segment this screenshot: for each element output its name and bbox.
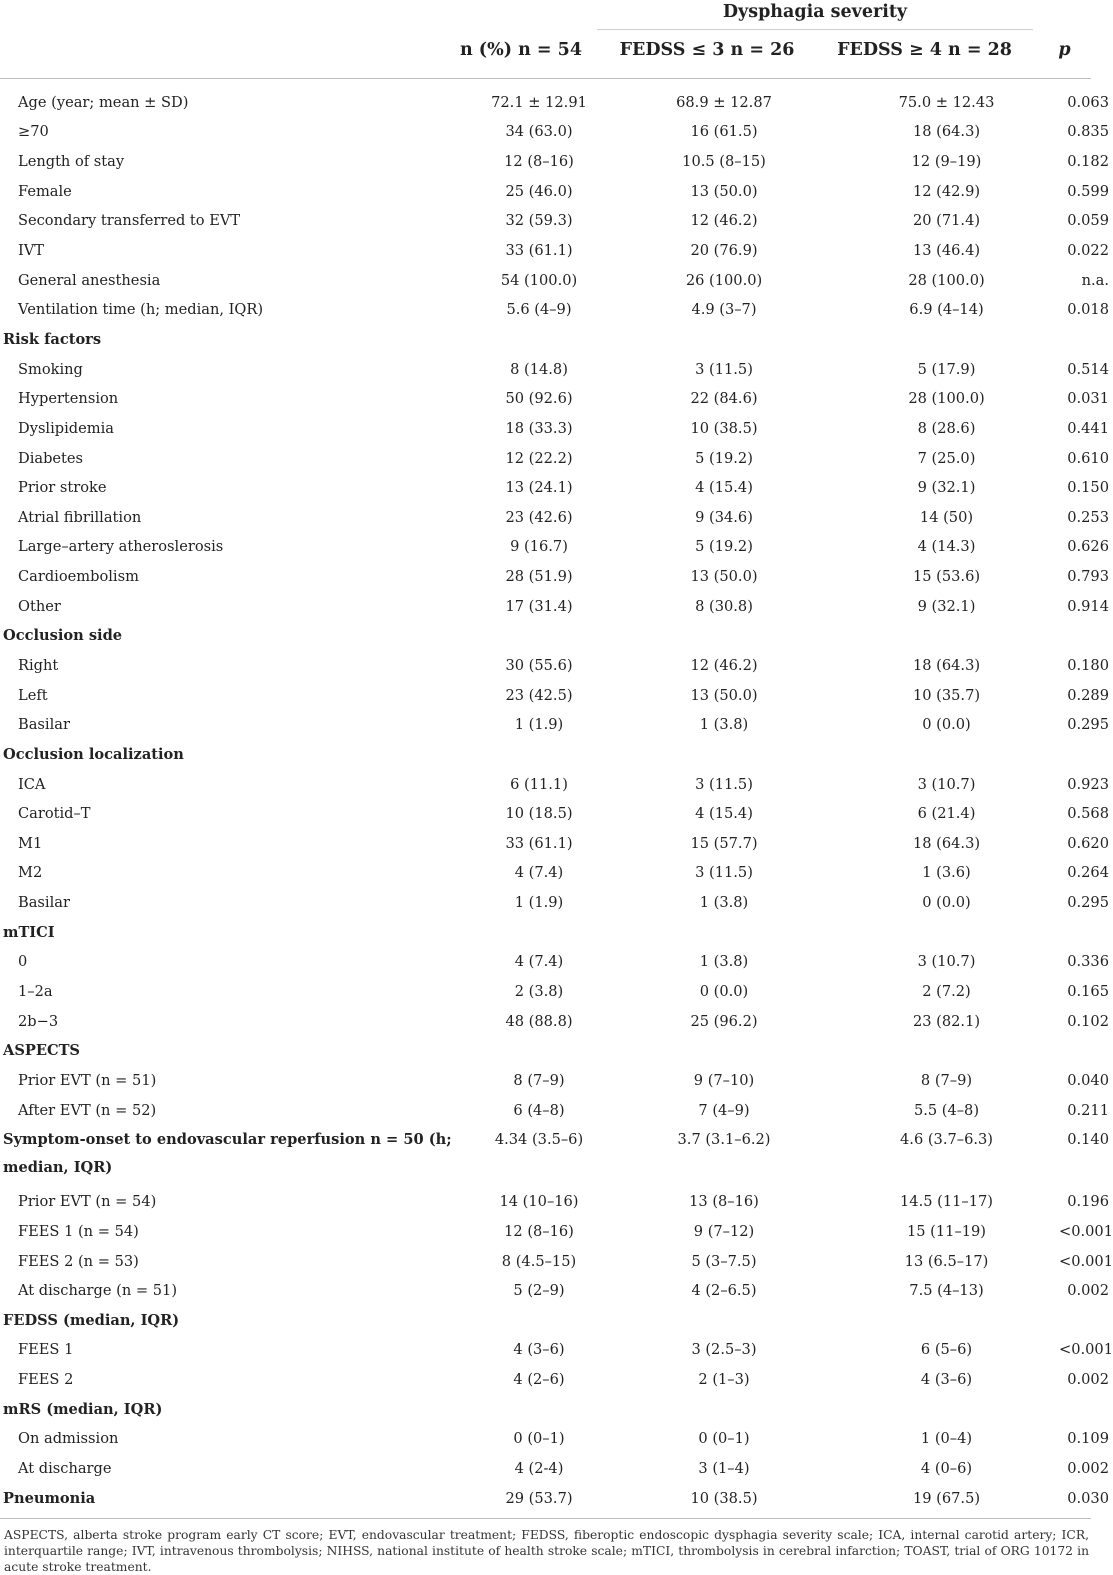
table-row (0, 444, 1113, 474)
value-fedss-le-3 (614, 1395, 834, 1425)
row-label: Carotid–T (18, 805, 91, 823)
value-fedss-ge-4: 3 (10.7) (917, 775, 976, 793)
value-total: 1 (1.9) (514, 716, 564, 734)
value-fedss-le-3: 13 (8–16) (689, 1193, 759, 1211)
value-total: 12 (8–16) (504, 1222, 574, 1240)
value-fedss-le-3: 0 (0–1) (698, 1430, 750, 1448)
value-fedss-ge-4: 0 (0.0) (922, 894, 971, 912)
value-fedss-ge-4: 9 (32.1) (917, 597, 976, 615)
value-fedss-le-3: 3.7 (3.1–6.2) (677, 1131, 771, 1149)
row-label: Dyslipidemia (18, 419, 114, 437)
column-group-underline (597, 29, 1033, 30)
row-label: Female (18, 182, 72, 200)
value-p: 0.336 (1067, 953, 1109, 971)
value-p: 0.102 (1067, 1012, 1109, 1030)
value-total: 0 (0–1) (513, 1430, 565, 1448)
value-p (1059, 918, 1113, 948)
value-total: 4.34 (3.5–6) (494, 1131, 584, 1149)
row-label: Basilar (18, 716, 70, 734)
section-header-row (0, 1395, 1113, 1425)
header-fedss-le-3: FEDSS ≤ 3 n = 26 (619, 40, 795, 60)
table-row (0, 88, 1113, 118)
value-total: 23 (42.5) (505, 686, 573, 704)
value-fedss-le-3: 13 (50.0) (690, 686, 758, 704)
value-fedss-ge-4: 4.6 (3.7–6.3) (900, 1131, 993, 1149)
value-fedss-ge-4: 13 (6.5–17) (904, 1252, 989, 1270)
value-total: 72.1 ± 12.91 (491, 93, 587, 111)
value-p: 0.610 (1067, 449, 1109, 467)
value-fedss-le-3 (614, 325, 834, 355)
value-total: 12 (22.2) (505, 449, 573, 467)
row-label: FEES 1 (18, 1341, 74, 1359)
data-table (0, 88, 1113, 1513)
table-row (0, 592, 1113, 622)
value-fedss-le-3: 13 (50.0) (690, 182, 758, 200)
row-label: ≥70 (18, 123, 49, 141)
value-fedss-ge-4: 8 (28.6) (917, 419, 976, 437)
value-fedss-le-3 (614, 740, 834, 770)
row-label: Length of stay (18, 153, 125, 171)
value-fedss-ge-4 (834, 325, 1059, 355)
table-row (0, 977, 1113, 1007)
table-row (0, 118, 1113, 148)
value-p: 0.793 (1067, 568, 1109, 586)
table-row (0, 177, 1113, 207)
value-p: 0.140 (1067, 1131, 1109, 1149)
table-row (0, 1125, 1113, 1187)
table-row (0, 948, 1113, 978)
value-p: 0.514 (1067, 360, 1109, 378)
row-label: Occlusion localization (3, 745, 184, 763)
value-p: 0.923 (1067, 775, 1109, 793)
value-fedss-le-3: 8 (30.8) (695, 597, 753, 615)
value-fedss-ge-4: 12 (9–19) (911, 153, 982, 171)
table-row (0, 888, 1113, 918)
value-p: 0.196 (1067, 1193, 1109, 1211)
value-p: <0.001 (1059, 1222, 1113, 1240)
value-p: 0.030 (1067, 1489, 1109, 1507)
table-row (0, 1247, 1113, 1277)
value-fedss-le-3: 25 (96.2) (690, 1012, 758, 1030)
row-label: M2 (18, 864, 43, 882)
table-row (0, 1365, 1113, 1395)
value-fedss-le-3: 13 (50.0) (690, 568, 758, 586)
row-label: At discharge (n = 51) (18, 1282, 178, 1300)
value-fedss-ge-4: 4 (0–6) (920, 1460, 973, 1477)
value-fedss-le-3: 3 (11.5) (695, 360, 753, 378)
value-fedss-ge-4: 28 (100.0) (908, 271, 985, 289)
value-fedss-le-3: 3 (1–4) (698, 1460, 750, 1477)
value-total: 8 (14.8) (510, 360, 568, 378)
value-fedss-ge-4: 28 (100.0) (908, 390, 985, 408)
value-fedss-ge-4: 5.5 (4–8) (913, 1101, 980, 1119)
value-fedss-ge-4 (834, 1395, 1059, 1425)
row-label: FEDSS (median, IQR) (3, 1311, 180, 1329)
value-fedss-le-3: 1 (3.8) (699, 716, 749, 734)
value-fedss-le-3: 10 (38.5) (690, 419, 758, 437)
value-total: 5.6 (4–9) (506, 301, 572, 319)
value-p: 0.180 (1067, 656, 1109, 674)
value-p (1059, 325, 1113, 355)
value-p: 0.040 (1067, 1071, 1109, 1089)
value-fedss-le-3: 20 (76.9) (690, 242, 758, 260)
value-fedss-ge-4: 23 (82.1) (912, 1012, 981, 1030)
value-fedss-ge-4: 8 (7–9) (920, 1071, 973, 1089)
row-label: Left (18, 686, 48, 704)
table-row (0, 681, 1113, 711)
value-fedss-ge-4: 6 (5–6) (920, 1341, 973, 1359)
value-p: 0.150 (1067, 479, 1109, 497)
value-fedss-ge-4: 18 (64.3) (912, 123, 981, 141)
value-fedss-ge-4: 13 (46.4) (912, 242, 981, 260)
value-fedss-ge-4 (834, 1037, 1059, 1067)
value-p: 0.002 (1067, 1371, 1109, 1389)
value-p: 0.568 (1067, 805, 1109, 823)
value-p: 0.211 (1067, 1101, 1109, 1119)
value-fedss-le-3: 9 (7–10) (693, 1071, 755, 1089)
header-n: n (%) n = 54 (459, 40, 583, 60)
value-p: 0.835 (1067, 123, 1109, 141)
value-p: 0.182 (1067, 153, 1109, 171)
section-header-row (0, 325, 1113, 355)
value-p: 0.295 (1067, 716, 1109, 734)
value-fedss-ge-4 (834, 1306, 1059, 1336)
row-label: On admission (18, 1430, 119, 1448)
value-p: 0.165 (1067, 983, 1109, 1001)
value-fedss-le-3: 5 (19.2) (695, 538, 753, 556)
value-fedss-ge-4: 15 (11–19) (906, 1222, 987, 1240)
row-label: FEES 2 (18, 1371, 74, 1389)
value-fedss-le-3: 7 (4–9) (698, 1101, 750, 1119)
value-fedss-le-3: 3 (2.5–3) (691, 1341, 757, 1359)
value-fedss-le-3: 2 (1–3) (698, 1371, 750, 1389)
value-fedss-le-3: 10.5 (8–15) (682, 153, 766, 171)
value-total: 2 (3.8) (514, 983, 564, 1001)
row-label: After EVT (n = 52) (18, 1101, 157, 1119)
row-label: Pneumonia (3, 1489, 96, 1507)
row-label: Large–artery atheroslerosis (18, 538, 224, 556)
table-row (0, 295, 1113, 325)
row-label: Smoking (18, 360, 83, 378)
value-p: 0.018 (1067, 301, 1109, 319)
row-label: Age (year; mean ± SD) (18, 93, 189, 111)
value-fedss-le-3: 5 (19.2) (695, 449, 753, 467)
table-row (0, 207, 1113, 237)
table-row (0, 1336, 1113, 1366)
value-fedss-ge-4: 19 (67.5) (912, 1489, 981, 1507)
table-row (0, 829, 1113, 859)
row-label: Secondary transferred to EVT (18, 212, 241, 230)
row-label: Other (18, 597, 61, 615)
value-fedss-le-3: 0 (0.0) (699, 983, 749, 1001)
row-label: Risk factors (3, 330, 102, 348)
value-fedss-le-3: 4 (2–6.5) (691, 1282, 757, 1300)
value-total: 33 (61.1) (505, 242, 573, 260)
value-fedss-ge-4: 6 (21.4) (917, 805, 976, 823)
table-row (0, 384, 1113, 414)
value-total: 54 (100.0) (500, 271, 578, 289)
value-p: 0.109 (1067, 1430, 1109, 1448)
value-fedss-ge-4: 4 (14.3) (917, 538, 976, 556)
value-fedss-le-3: 22 (84.6) (690, 390, 758, 408)
value-fedss-ge-4: 2 (7.2) (922, 983, 971, 1001)
value-p (1059, 622, 1113, 652)
value-p: 0.253 (1067, 508, 1109, 526)
value-fedss-ge-4: 15 (53.6) (912, 568, 981, 586)
value-fedss-le-3: 5 (3–7.5) (691, 1252, 757, 1270)
table-row (0, 710, 1113, 740)
value-fedss-le-3 (614, 918, 834, 948)
value-fedss-le-3: 68.9 ± 12.87 (676, 93, 772, 111)
value-total (464, 1306, 614, 1336)
value-fedss-ge-4: 18 (64.3) (912, 834, 981, 852)
value-p (1059, 1037, 1113, 1067)
value-total: 12 (8–16) (504, 153, 574, 171)
value-fedss-ge-4: 18 (64.3) (912, 656, 981, 674)
table-row (0, 266, 1113, 296)
header-fedss-ge-4: FEDSS ≥ 4 n = 28 (837, 40, 1012, 60)
table-row (0, 236, 1113, 266)
table-row (0, 562, 1113, 592)
value-p: 0.059 (1067, 212, 1109, 230)
value-fedss-le-3 (614, 1306, 834, 1336)
value-total: 25 (46.0) (505, 182, 573, 200)
value-fedss-ge-4: 14.5 (11–17) (900, 1193, 993, 1211)
value-p: <0.001 (1059, 1341, 1113, 1359)
value-total: 4 (2–6) (513, 1371, 565, 1389)
value-fedss-ge-4: 6.9 (4–14) (909, 301, 984, 319)
row-label: Hypertension (18, 390, 119, 408)
value-p: 0.031 (1067, 390, 1109, 408)
value-total: 5 (2–9) (513, 1282, 565, 1300)
value-total: 48 (88.8) (505, 1012, 573, 1030)
value-total: 50 (92.6) (505, 390, 573, 408)
value-total: 4 (7.4) (514, 953, 564, 971)
value-fedss-le-3: 3 (11.5) (695, 864, 753, 882)
table-row (0, 147, 1113, 177)
value-total (464, 325, 614, 355)
value-total: 17 (31.4) (505, 597, 573, 615)
section-header-row (0, 740, 1113, 770)
table-row (0, 770, 1113, 800)
column-group-header: Dysphagia severity (722, 2, 908, 22)
table-footnote: ASPECTS, alberta stroke program early CT score; EVT, endovascular treatment; FEDSS, fiberoptic endoscopic dysphagia severity scale; ICA, internal carotid artery; ICR, interquartile range; IVT, intravenous thrombolysis; NIHSS, national institute of health stroke scale; mTICI, thrombolysis in cerebral infarction; TOAST, trial of ORG 10172 in acute stroke treatment. (4, 1528, 1089, 1574)
row-label: Prior EVT (n = 54) (18, 1193, 157, 1211)
table-row (0, 859, 1113, 889)
value-p: 0.264 (1067, 864, 1109, 882)
table-row (0, 1187, 1113, 1217)
row-label: ASPECTS (3, 1042, 80, 1060)
value-p: 0.599 (1067, 182, 1109, 200)
value-p: 0.002 (1067, 1460, 1109, 1477)
row-label: Prior stroke (18, 479, 107, 497)
table-row (0, 473, 1113, 503)
table-row (0, 1484, 1113, 1514)
value-fedss-ge-4: 9 (32.1) (917, 479, 976, 497)
value-fedss-ge-4: 4 (3–6) (920, 1371, 973, 1389)
value-p: 0.022 (1067, 242, 1109, 260)
value-total: 32 (59.3) (505, 212, 573, 230)
value-fedss-le-3: 15 (57.7) (690, 834, 758, 852)
row-label: Ventilation time (h; median, IQR) (18, 301, 264, 319)
table-row (0, 1096, 1113, 1126)
table-row (0, 1425, 1113, 1455)
value-fedss-ge-4: 7.5 (4–13) (909, 1282, 984, 1300)
header-p: p (1058, 40, 1071, 60)
row-label: 1–2a (18, 983, 53, 1001)
row-label: mRS (median, IQR) (3, 1400, 163, 1418)
row-label: Occlusion side (3, 627, 123, 645)
value-total: 18 (33.3) (505, 419, 573, 437)
value-p (1059, 740, 1113, 770)
value-p (1059, 1306, 1113, 1336)
row-label: At discharge (18, 1460, 112, 1477)
value-fedss-le-3: 4 (15.4) (695, 479, 753, 497)
value-fedss-ge-4: 10 (35.7) (912, 686, 981, 704)
value-fedss-le-3 (614, 1037, 834, 1067)
value-p: 0.002 (1067, 1282, 1109, 1300)
value-total: 14 (10–16) (499, 1193, 579, 1211)
value-fedss-le-3: 12 (46.2) (690, 212, 758, 230)
value-fedss-ge-4: 14 (50) (919, 508, 974, 526)
value-fedss-ge-4 (834, 740, 1059, 770)
value-total: 4 (2-4) (514, 1460, 564, 1477)
value-total: 4 (3–6) (513, 1341, 565, 1359)
value-total (464, 918, 614, 948)
value-total: 29 (53.7) (505, 1489, 573, 1507)
value-fedss-le-3: 4.9 (3–7) (691, 301, 757, 319)
value-fedss-ge-4: 0 (0.0) (922, 716, 971, 734)
footer-rule (0, 1518, 1091, 1519)
value-fedss-ge-4: 20 (71.4) (912, 212, 981, 230)
table-row (0, 1007, 1113, 1037)
value-total: 6 (4–8) (513, 1101, 565, 1119)
value-p (1059, 1395, 1113, 1425)
value-fedss-ge-4 (834, 622, 1059, 652)
value-fedss-le-3: 9 (7–12) (693, 1222, 755, 1240)
value-p: 0.620 (1067, 834, 1109, 852)
row-label: Diabetes (18, 449, 84, 467)
row-label: Prior EVT (n = 51) (18, 1071, 157, 1089)
value-fedss-ge-4: 5 (17.9) (917, 360, 976, 378)
value-total (464, 1395, 614, 1425)
value-p: n.a. (1081, 271, 1109, 289)
table-row (0, 355, 1113, 385)
value-p: <0.001 (1059, 1252, 1113, 1270)
value-total: 8 (4.5–15) (501, 1252, 577, 1270)
table-row (0, 651, 1113, 681)
value-total (464, 740, 614, 770)
value-total: 6 (11.1) (510, 775, 568, 793)
value-p: 0.289 (1067, 686, 1109, 704)
value-fedss-le-3: 4 (15.4) (695, 805, 753, 823)
section-header-row (0, 1306, 1113, 1336)
value-total: 23 (42.6) (505, 508, 573, 526)
value-fedss-ge-4: 3 (10.7) (917, 953, 976, 971)
value-fedss-le-3: 16 (61.5) (690, 123, 758, 141)
header-rule (0, 78, 1091, 79)
section-header-row (0, 918, 1113, 948)
value-fedss-le-3: 3 (11.5) (695, 775, 753, 793)
value-fedss-ge-4: 1 (0–4) (920, 1430, 973, 1448)
table-row (0, 414, 1113, 444)
value-fedss-le-3: 26 (100.0) (685, 271, 763, 289)
value-total: 10 (18.5) (505, 805, 573, 823)
value-total (464, 622, 614, 652)
value-fedss-ge-4 (834, 918, 1059, 948)
value-fedss-le-3: 10 (38.5) (690, 1489, 758, 1507)
row-label: Basilar (18, 894, 70, 912)
table-row (0, 533, 1113, 563)
row-label: Cardioembolism (18, 568, 139, 586)
value-fedss-le-3: 12 (46.2) (690, 656, 758, 674)
value-p: 0.626 (1067, 538, 1109, 556)
value-fedss-ge-4: 1 (3.6) (922, 864, 971, 882)
row-label: ICA (18, 775, 46, 793)
table-row (0, 1066, 1113, 1096)
value-total: 9 (16.7) (510, 538, 568, 556)
row-label: Symptom-onset to endovascular reperfusion n = 50 (h; median, IQR) (3, 1131, 452, 1177)
value-total: 1 (1.9) (514, 894, 564, 912)
value-fedss-le-3: 1 (3.8) (699, 953, 749, 971)
table-row (0, 1217, 1113, 1247)
value-total (464, 1037, 614, 1067)
table-row (0, 1454, 1113, 1484)
row-label: Atrial fibrillation (18, 508, 142, 526)
table-row (0, 1276, 1113, 1306)
row-label: FEES 2 (n = 53) (18, 1252, 139, 1270)
value-p: 0.063 (1067, 93, 1109, 111)
value-total: 30 (55.6) (505, 656, 573, 674)
section-header-row (0, 622, 1113, 652)
row-label: IVT (18, 242, 45, 260)
value-total: 28 (51.9) (505, 568, 573, 586)
value-fedss-ge-4: 7 (25.0) (917, 449, 976, 467)
value-fedss-le-3: 9 (34.6) (695, 508, 753, 526)
table-row (0, 799, 1113, 829)
value-fedss-ge-4: 75.0 ± 12.43 (898, 93, 995, 111)
value-p: 0.295 (1067, 894, 1109, 912)
row-label: 2b−3 (18, 1012, 59, 1030)
value-p: 0.441 (1067, 419, 1109, 437)
table-row (0, 503, 1113, 533)
section-header-row (0, 1037, 1113, 1067)
row-label: General anesthesia (18, 271, 161, 289)
value-total: 4 (7.4) (514, 864, 564, 882)
value-fedss-le-3 (614, 622, 834, 652)
value-fedss-le-3: 1 (3.8) (699, 894, 749, 912)
value-total: 34 (63.0) (505, 123, 573, 141)
row-label: 0 (18, 953, 28, 971)
value-total: 33 (61.1) (505, 834, 573, 852)
value-p: 0.914 (1067, 597, 1109, 615)
value-fedss-ge-4: 12 (42.9) (912, 182, 981, 200)
value-total: 8 (7–9) (513, 1071, 565, 1089)
row-label: Right (18, 656, 59, 674)
row-label: M1 (18, 834, 43, 852)
value-total: 13 (24.1) (505, 479, 573, 497)
row-label: FEES 1 (n = 54) (18, 1222, 139, 1240)
row-label: mTICI (3, 923, 55, 941)
